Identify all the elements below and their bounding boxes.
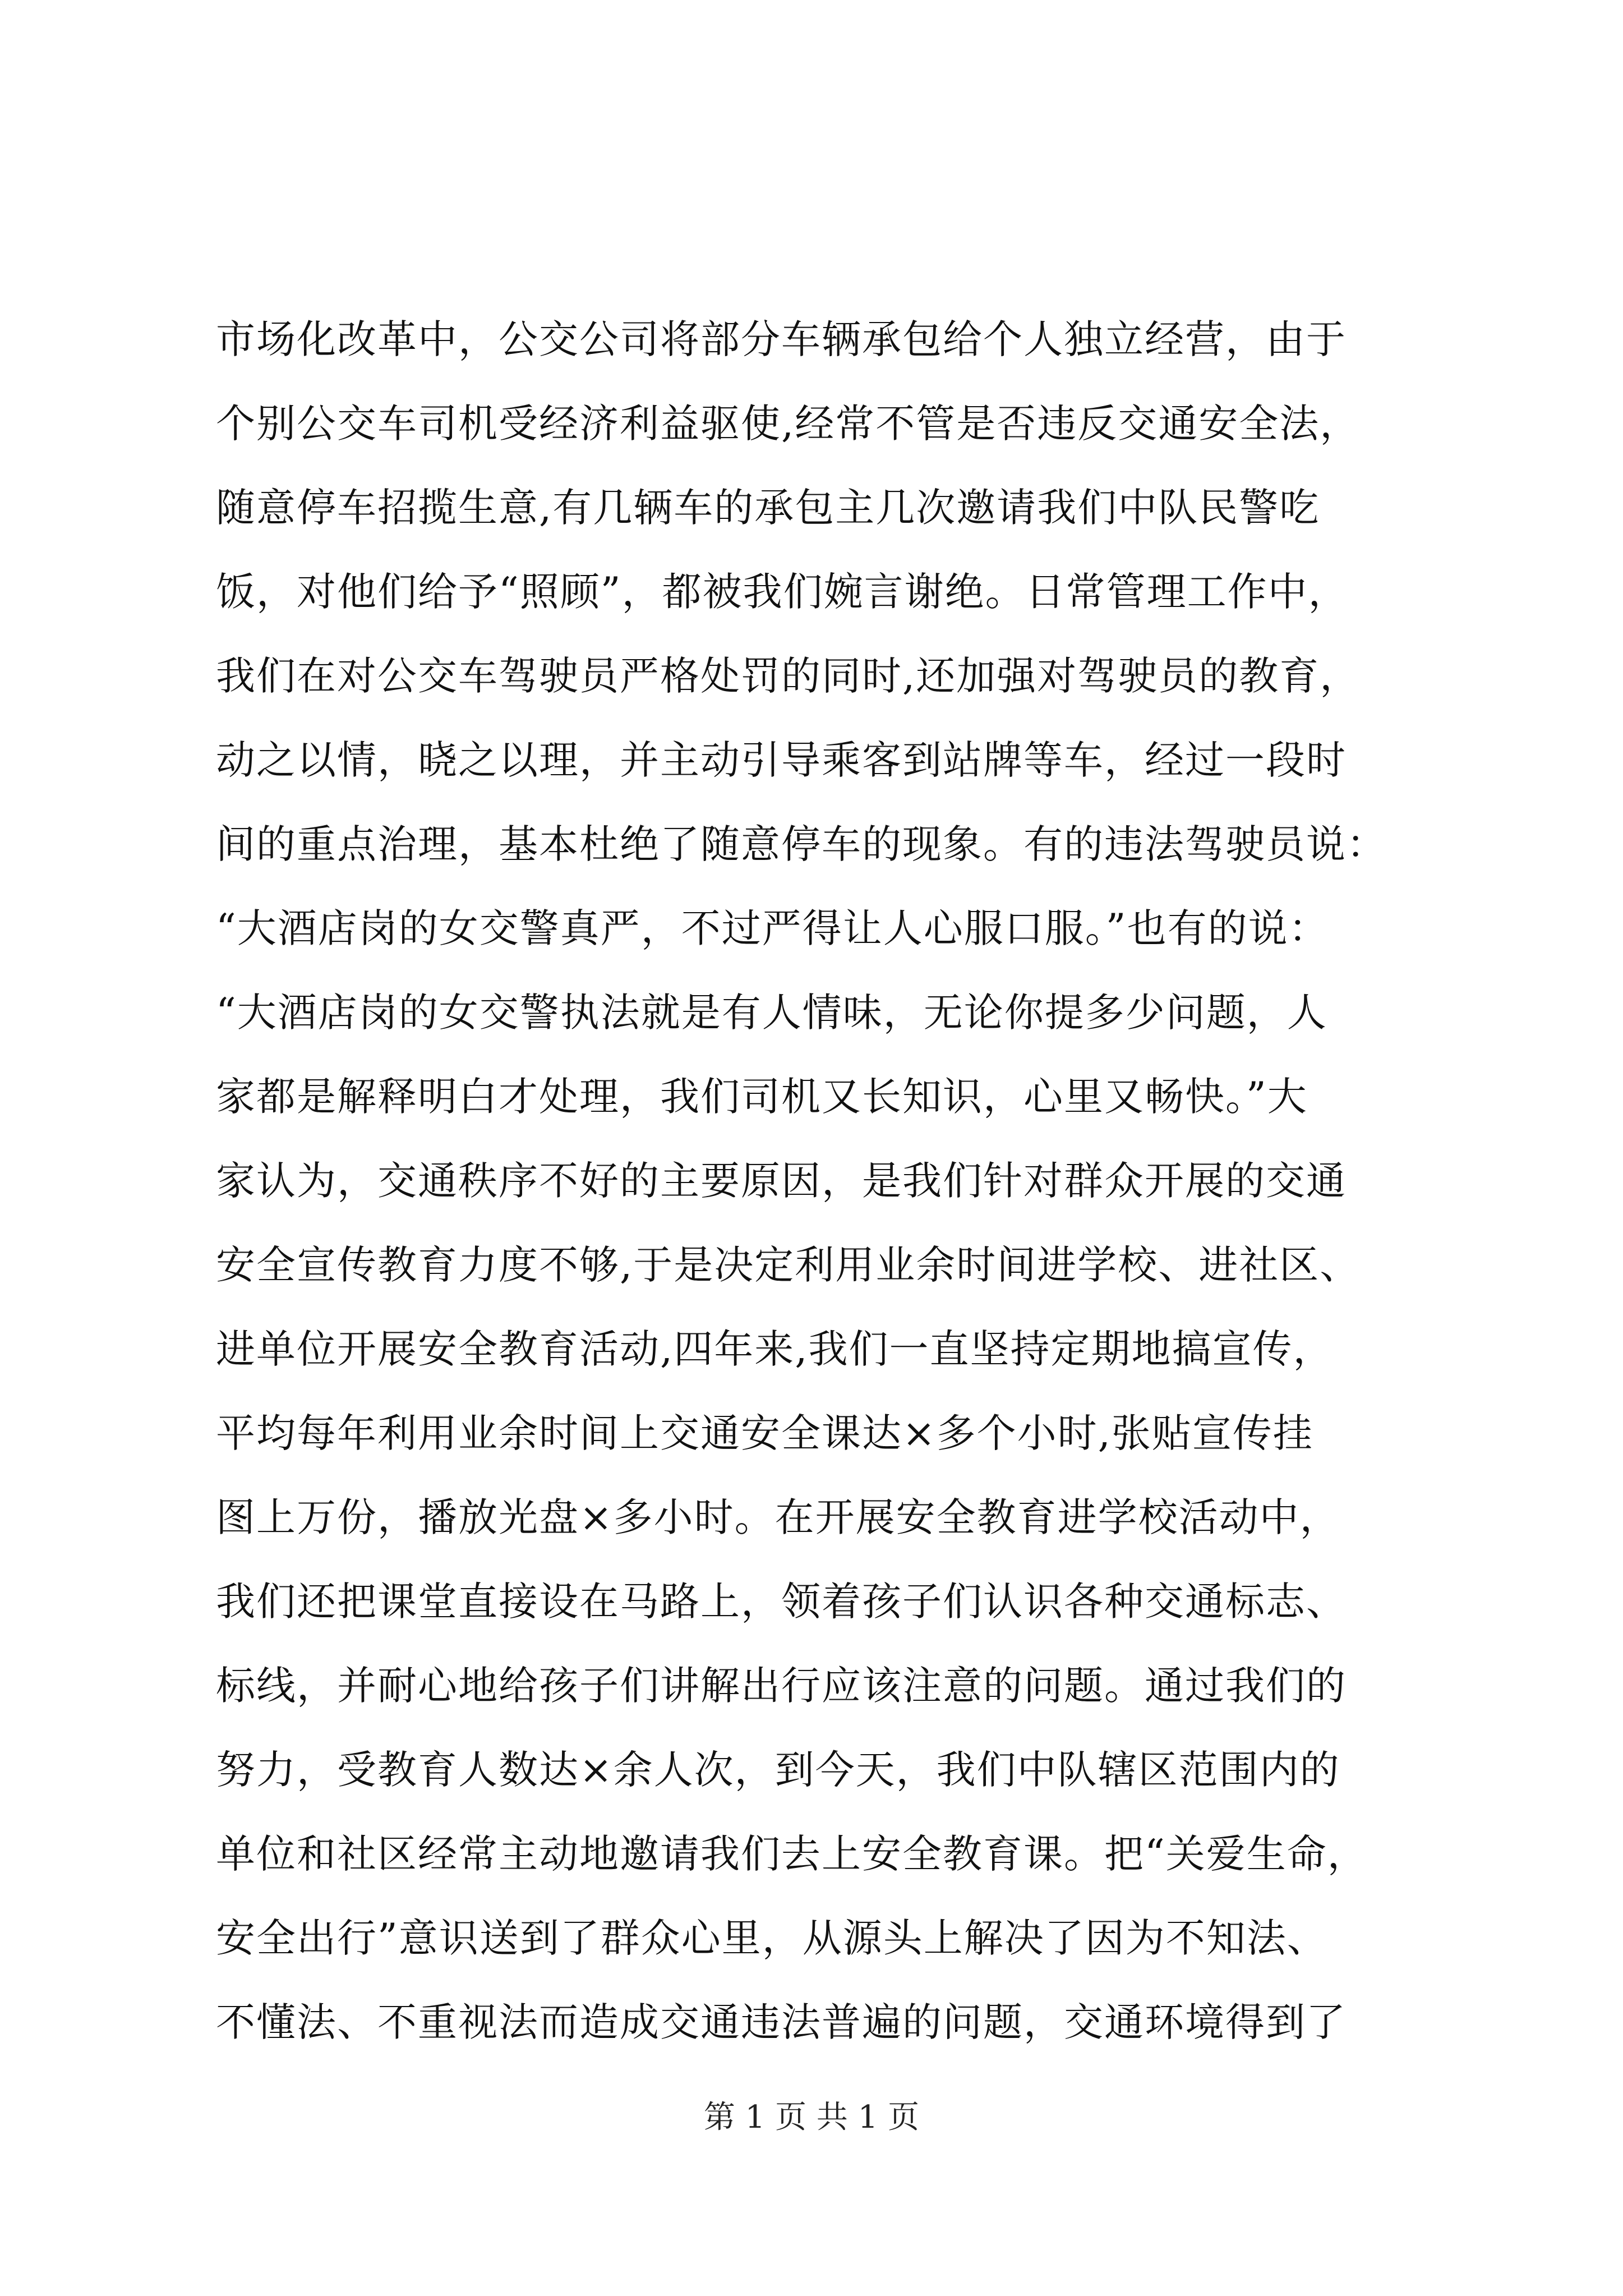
text-line: “大酒店岗的女交警执法就是有人情味，无论你提多少问题，人 xyxy=(216,990,1327,1036)
page-footer: 第 1 页 共 1 页 xyxy=(703,2099,920,2136)
text-line: 我们在对公交车驾驶员严格处罚的同时,还加强对驾驶员的教育， xyxy=(216,653,1361,699)
text-line: 不懂法、不重视法而造成交通违法普遍的问题，交通环境得到了 xyxy=(216,1999,1347,2045)
text-line: 安全宣传教育力度不够,于是决定利用业余时间进学校、进社区、 xyxy=(216,1242,1361,1288)
text-line: 市场化改革中，公交公司将部分车辆承包给个人独立经营，由于 xyxy=(216,316,1347,362)
text-line: 动之以情，晓之以理，并主动引导乘客到站牌等车，经过一段时 xyxy=(216,737,1347,783)
text-line: 家认为，交通秩序不好的主要原因，是我们针对群众开展的交通 xyxy=(216,1158,1347,1204)
text-line: 努力，受教育人数达×余人次，到今天，我们中队辖区范围内的 xyxy=(216,1747,1340,1793)
text-line: 安全出行”意识送到了群众心里，从源头上解决了因为不知法、 xyxy=(216,1915,1327,1961)
text-line: 随意停车招揽生意,有几辆车的承包主几次邀请我们中队民警吃 xyxy=(216,485,1320,531)
text-line: 标线，并耐心地给孩子们讲解出行应该注意的问题。通过我们的 xyxy=(216,1663,1347,1709)
text-line: 家都是解释明白才处理，我们司机又长知识，心里又畅快。”大 xyxy=(216,1074,1308,1120)
text-line: 进单位开展安全教育活动,四年来,我们一直坚持定期地搞宣传， xyxy=(216,1326,1334,1372)
text-line: 间的重点治理，基本杜绝了随意停车的现象。有的违法驾驶员说： xyxy=(216,821,1387,867)
text-line: 我们还把课堂直接设在马路上，领着孩子们认识各种交通标志、 xyxy=(216,1579,1347,1625)
text-line: 图上万份，播放光盘×多小时。在开展安全教育进学校活动中， xyxy=(216,1494,1340,1540)
text-line: “大酒店岗的女交警真严，不过严得让人心服口服。”也有的说： xyxy=(216,905,1329,951)
text-line: 平均每年利用业余时间上交通安全课达×多个小时,张贴宣传挂 xyxy=(216,1410,1313,1456)
text-line: 单位和社区经常主动地邀请我们去上安全教育课。把“关爱生命， xyxy=(216,1831,1368,1877)
text-line: 个别公交车司机受经济利益驱使,经常不管是否违反交通安全法， xyxy=(216,401,1361,447)
text-line: 饭，对他们给予“照顾”，都被我们婉言谢绝。日常管理工作中， xyxy=(216,569,1349,615)
